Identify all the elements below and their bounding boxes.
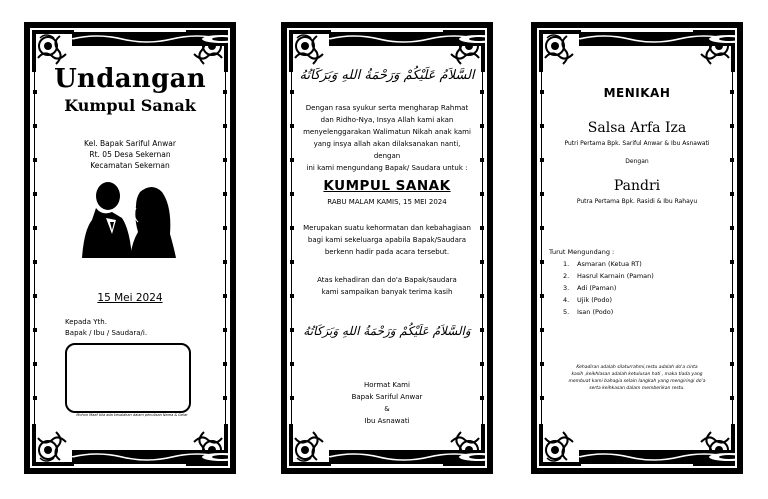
list-item: 1. Asmaran (Ketua RT): [563, 260, 642, 268]
closing-line: Kehadiran adalah silaturrahmi,restu adalah do'a cinta: [576, 365, 698, 370]
top-border-ornament: [329, 32, 487, 46]
host-address: [32, 138, 228, 171]
invitation-couple-panel: [531, 22, 743, 474]
right-border-dots: [730, 90, 734, 406]
message-frame: [287, 28, 487, 468]
co-inviters-list: [563, 258, 654, 318]
honor-paragraph: [301, 222, 473, 258]
guest-name-box: [65, 343, 191, 413]
body-line: berkenn hadir pada acara tersebut.: [324, 248, 450, 256]
footnote: Mohon Maaf bila ada kesalahan dalam penulisan Nama & Gelar: [76, 413, 188, 417]
body-line: Atas kehadiran dan do'a Bapak/saudara: [317, 276, 457, 284]
signoff: [289, 379, 485, 427]
top-border-ornament: [72, 32, 230, 46]
signoff-line: Bapak Sariful Anwar: [351, 393, 423, 401]
list-item: 3. Adi (Paman): [563, 284, 617, 292]
right-border-dots: [480, 90, 484, 406]
invitation-title: Undangan: [54, 64, 206, 94]
signoff-line: Hormat Kami: [364, 381, 410, 389]
event-day-date: RABU MALAM KAMIS, 15 MEI 2024: [327, 198, 447, 206]
intro-line: menyelenggarakan Walimatun Nikah anak kami: [303, 128, 471, 136]
arabic-greeting: السَّلاَمُ عَلَيْكُمْ وَرَحْمَةُ اللهِ وَبَرَكَاتُهُ: [299, 68, 475, 83]
intro-line: yang insya allah akan dilaksanakan nanti, dengan: [313, 140, 461, 160]
closing-line: kasih ,keikhlasan adalah ketulusan hati , maka tiada yang: [571, 372, 703, 377]
groom-parents: Putra Pertama Bpk. Rasidi & Ibu Rahayu: [576, 198, 698, 205]
event-date: 15 Mei 2024: [97, 292, 163, 304]
corner-ornament-icon: [30, 422, 76, 468]
recipient-line: Kepada Yth.: [65, 318, 107, 326]
bride-parents: Putri Pertama Bpk. Sariful Anwar & Ibu Asnawati: [564, 140, 710, 147]
bottom-border-ornament: [72, 450, 230, 464]
closing-message: [561, 364, 713, 392]
signoff-line: &: [384, 405, 390, 413]
left-border-dots: [540, 90, 544, 406]
bottom-border-ornament: [329, 450, 487, 464]
conjunction-text: Dengan: [625, 158, 649, 165]
list-item: 5. Isan (Podo): [563, 308, 614, 316]
invitation-cover-panel: [24, 22, 236, 474]
groom-name: Pandri: [613, 178, 661, 194]
bride-name: Salsa Arfa Iza: [587, 120, 687, 136]
signoff-line: Ibu Asnawati: [364, 417, 410, 425]
body-line: Merupakan suatu kehormatan dan kebahagiaan: [303, 224, 471, 232]
intro-line: ini kami mengundang Bapak/ Saudara untuk :: [306, 164, 468, 172]
couple-silhouette-icon: [82, 178, 176, 258]
invitation-message-panel: [281, 22, 493, 474]
recipient-line: Bapak / Ibu / Saudara/i.: [65, 329, 148, 337]
closing-line: membuat kami bahagia selain langkah yang mengiringi do'a: [568, 379, 706, 384]
marriage-heading: MENIKAH: [603, 86, 671, 100]
list-item: 4. Ujik (Podo): [563, 296, 613, 304]
body-line: bagi kami sekeluarga apabila Bapak/Saudara: [307, 236, 467, 244]
corner-ornament-icon: [287, 422, 333, 468]
host-line: Rt. 05 Desa Sekernan: [89, 150, 171, 159]
event-title: KUMPUL SANAK: [323, 178, 451, 194]
couple-frame: [537, 28, 737, 468]
top-border-ornament: [579, 32, 737, 46]
closing-line: serta keihkasan dalam memberikan restu.: [589, 386, 685, 391]
invitation-subtitle: Kumpul Sanak: [64, 96, 196, 115]
corner-ornament-icon: [537, 28, 583, 74]
thanks-paragraph: [301, 274, 473, 298]
arabic-closing: وَالسَّلاَمُ عَلَيْكُمْ وَرَحْمَةُ اللهِ وَبَرَكَاتُهُ: [303, 324, 471, 338]
intro-line: Dengan rasa syukur serta mengharap Rahmat: [305, 104, 469, 112]
cover-frame: [30, 28, 230, 468]
co-inviters-label: Turut Mengundang :: [549, 248, 615, 256]
host-line: Kecamatan Sekernan: [90, 161, 170, 170]
intro-paragraph: [301, 102, 473, 174]
corner-ornament-icon: [537, 422, 583, 468]
left-border-dots: [290, 90, 294, 406]
list-item: 2. Hasrul Karnain (Paman): [563, 272, 654, 280]
body-line: kami sampaikan banyak terima kasih: [321, 288, 453, 296]
intro-line: dan Ridho-Nya, Insya Allah kami akan: [320, 116, 454, 124]
recipient-label: [65, 317, 147, 339]
host-line: Kel. Bapak Sariful Anwar: [84, 139, 176, 148]
bottom-border-ornament: [579, 450, 737, 464]
